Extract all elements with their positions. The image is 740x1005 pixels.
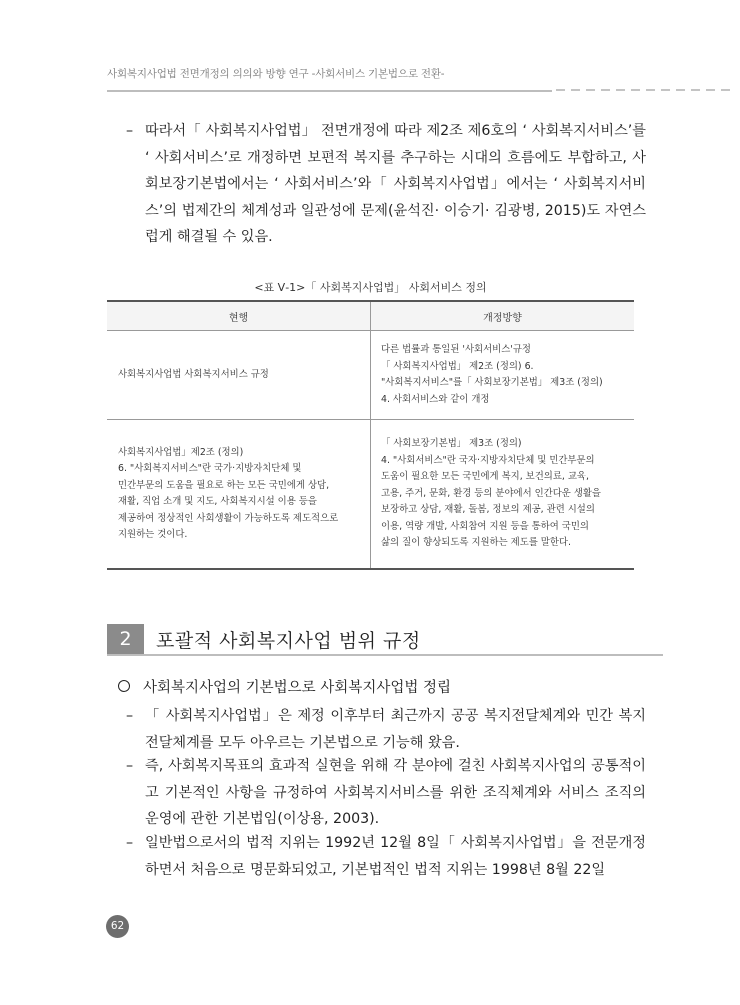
list-item (126, 753, 646, 833)
cell-current (107, 420, 371, 570)
cell-line: 삶의 질이 향상되도록 지원하는 제도를 말한다. (381, 537, 571, 549)
header-proposed: 개정방향 (371, 301, 635, 331)
page-number: 62 (106, 915, 129, 938)
circle-bullet-icon (118, 680, 130, 692)
cell-line: 재활, 직업 소개 및 지도, 사회복지시설 이용 등을 (118, 496, 317, 507)
cell-line: 사회복지사업법」제2조 (정의) (118, 446, 244, 458)
cell-line: 4. 사회서비스와 같이 개정 (381, 393, 490, 405)
list-item-text: 「 사회복지사업법」은 제정 이후부터 최근까지 공공 복지전달체계와 민간 복지전달체계를 모두 아우르는 기본법으로 기능해 왔음. (145, 708, 646, 751)
section-rule (107, 654, 663, 656)
cell-line: 고용, 주거, 문화, 환경 등의 분야에서 인간다운 생활을 (381, 487, 601, 499)
cell-line: 이용, 역량 개발, 사회참여 지원 등을 통하여 국민의 (381, 520, 589, 532)
section-number-badge: 2 (107, 624, 144, 654)
header-current: 현행 (107, 301, 371, 331)
header-rule (107, 90, 552, 92)
intro-item (126, 118, 646, 251)
comparison-table (107, 300, 634, 570)
table-header-row (107, 301, 634, 331)
list-item (126, 830, 646, 883)
header-dash-ornament (556, 88, 740, 93)
cell-proposed (371, 331, 635, 420)
list-item (126, 703, 646, 756)
intro-item-text: 따라서「 사회복지사업법」 전면개정에 따라 제2조 제6호의 ‘ 사회복지서비스’를 ‘ 사회서비스’로 개정하면 보편적 복지를 추구하는 시대의 흐름에도 부합하고, 사회보장기본법에서는 ‘ 사회서비스’와「 사회복지사업법」에서는 ‘ 사회복지서비스’의 법제간의 체계성과 일관성에 문제(윤석진· 이승기· 김광병, 2015)도 자연스럽게 해결될 수 있음. (145, 123, 646, 246)
table-row (107, 331, 634, 420)
dash-marker: – (126, 123, 134, 139)
list-item-text: 일반법으로서의 법적 지위는 1992년 12월 8일「 사회복지사업법」을 전문개정하면서 처음으로 명문화되었고, 기본법적인 법적 지위는 1998년 8월 22일 (145, 835, 646, 878)
cell-line: 민간부문의 도움을 필요로 하는 모든 국민에게 상담, (118, 479, 330, 491)
cell-line: "사회복지서비스"를「 사회보장기본법」 제3조 (정의) (381, 377, 603, 388)
running-header: 사회복지사업법 전면개정의 의의와 방향 연구 -사회서비스 기본법으로 전환- (107, 68, 445, 80)
cell-line: 도움이 필요한 모든 국민에게 복지, 보건의료, 교육, (381, 471, 589, 483)
circle-bullet-item (118, 676, 451, 700)
cell-proposed (371, 420, 635, 570)
table-caption: <표 Ⅴ-1>「 사회복지사업법」 사회서비스 정의 (254, 281, 487, 294)
cell-line: 사회복지사업법 사회복지서비스 규정 (118, 368, 269, 380)
cell-line: 지원하는 것이다. (118, 529, 188, 540)
cell-line: 제공하여 정상적인 사회생활이 가능하도록 제도적으로 (118, 512, 339, 524)
cell-line: 「 사회보장기본법」 제3조 (정의) (381, 438, 522, 450)
cell-line: 4. "사회서비스"란 국자·지방자치단체 및 민간부문의 (381, 454, 595, 466)
list-item-text: 즉, 사회복지목표의 효과적 실현을 위해 각 분야에 걸친 사회복지사업의 공통적이고 기본적인 사항을 규정하여 사회복지서비스를 위한 조직체계와 서비스 조직의 운영에 관한 기본법임(이상용, 2003). (145, 758, 646, 828)
cell-current (107, 331, 371, 420)
cell-line: 6. "사회복지서비스"란 국가·지방자치단체 및 (118, 463, 302, 474)
cell-line: 「 사회복지사업법」 제2조 (정의) 6. (381, 360, 534, 372)
cell-line: 다른 법률과 통일된 '사회서비스'규정 (381, 344, 531, 355)
section-title: 포괄적 사회복지사업 범위 규정 (156, 630, 421, 652)
dash-marker: – (126, 835, 134, 851)
cell-line: 보장하고 상담, 재활, 돌봄, 정보의 제공, 관련 시설의 (381, 504, 595, 516)
bullet-text: 사회복지사업의 기본법으로 사회복지사업법 정립 (143, 680, 451, 696)
dash-marker: – (126, 758, 134, 774)
dash-marker: – (126, 708, 134, 724)
table-row (107, 420, 634, 570)
